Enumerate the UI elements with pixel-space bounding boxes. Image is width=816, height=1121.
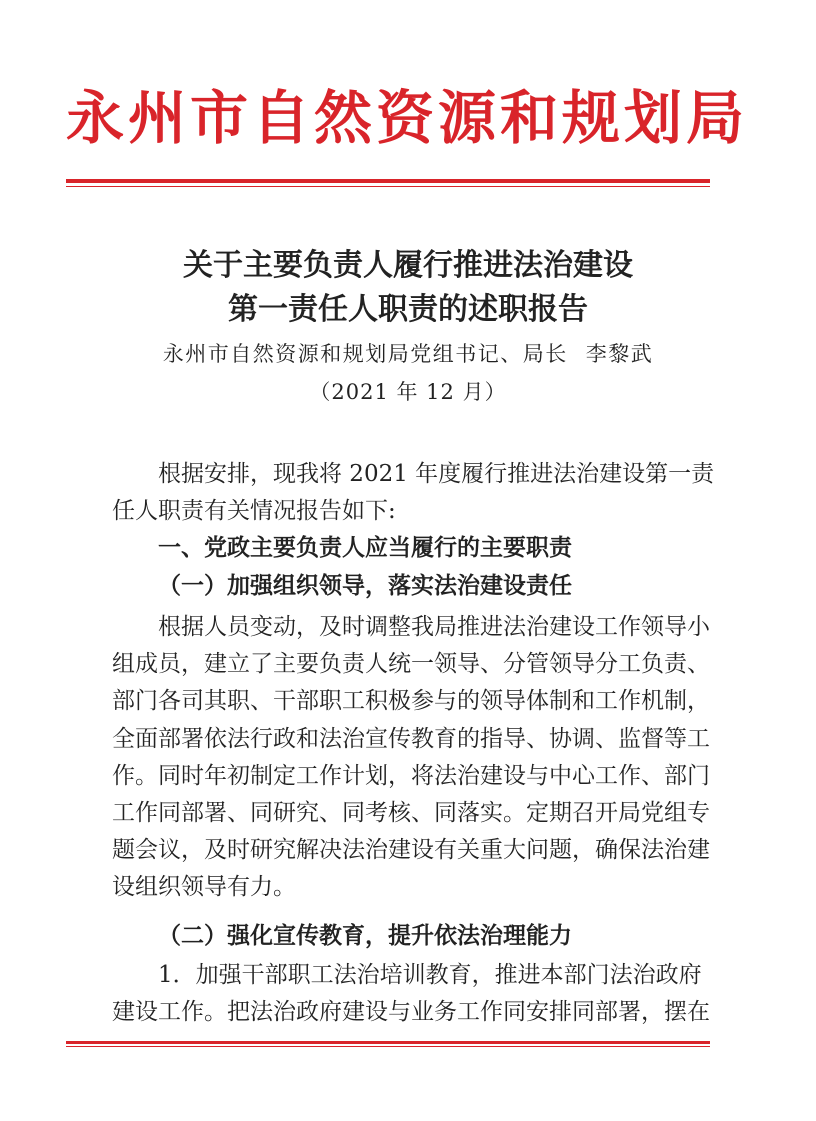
report-title-line-2: 第一责任人职责的述职报告 bbox=[228, 292, 588, 327]
body-paragraph-line: 组成员，建立了主要负责人统一领导、分管领导分工负责、 bbox=[112, 651, 710, 677]
report-author bbox=[0, 340, 816, 368]
body-paragraph-line: 1．加强干部职工法治培训教育，推进本部门法治政府 bbox=[158, 962, 702, 988]
body-paragraph-line: 建设工作。把法治政府建设与业务工作同安排同部署，摆在 bbox=[112, 999, 710, 1025]
report-date: （2021 年 12 月） bbox=[309, 380, 507, 404]
footer-rule-thin bbox=[66, 1046, 710, 1047]
report-title-line-1: 关于主要负责人履行推进法治建设 bbox=[183, 248, 633, 283]
body-paragraph-line: 题会议，及时研究解决法治建设有关重大问题，确保法治建 bbox=[112, 837, 710, 863]
body-paragraph-line: 作。同时年初制定工作计划，将法治建设与中心工作、部门 bbox=[112, 763, 710, 789]
footer-rule-thick bbox=[66, 1041, 710, 1044]
subsection-heading-1-1: （一）加强组织领导，落实法治建设责任 bbox=[158, 572, 572, 599]
body-paragraph-line: 任人职责有关情况报告如下: bbox=[112, 498, 396, 524]
body-paragraph-line: 部门各司其职、干部职工积极参与的领导体制和工作机制， bbox=[112, 688, 710, 714]
section-heading-1: 一、党政主要负责人应当履行的主要职责 bbox=[158, 534, 572, 561]
org-masthead: 永州市自然资源和规划局 bbox=[66, 84, 749, 152]
body-paragraph-line: 全面部署依法行政和法治宣传教育的指导、协调、监督等工 bbox=[112, 726, 710, 752]
body-paragraph-line: 根据安排，现我将 2021 年度履行推进法治建设第一责 bbox=[158, 461, 715, 487]
masthead-rule-thin bbox=[66, 186, 710, 187]
body-paragraph-line: 设组织领导有力。 bbox=[112, 874, 296, 900]
subsection-heading-1-2: （二）强化宣传教育，提升依法治理能力 bbox=[158, 922, 572, 949]
body-paragraph-line: 根据人员变动，及时调整我局推进法治建设工作领导小 bbox=[158, 614, 710, 640]
body-paragraph-line: 工作同部署、同研究、同考核、同落实。定期召开局党组专 bbox=[112, 800, 710, 826]
author-role: 永州市自然资源和规划局党组书记、局长 bbox=[162, 342, 568, 366]
author-name: 李黎武 bbox=[585, 342, 654, 366]
masthead-rule-thick bbox=[66, 179, 710, 183]
